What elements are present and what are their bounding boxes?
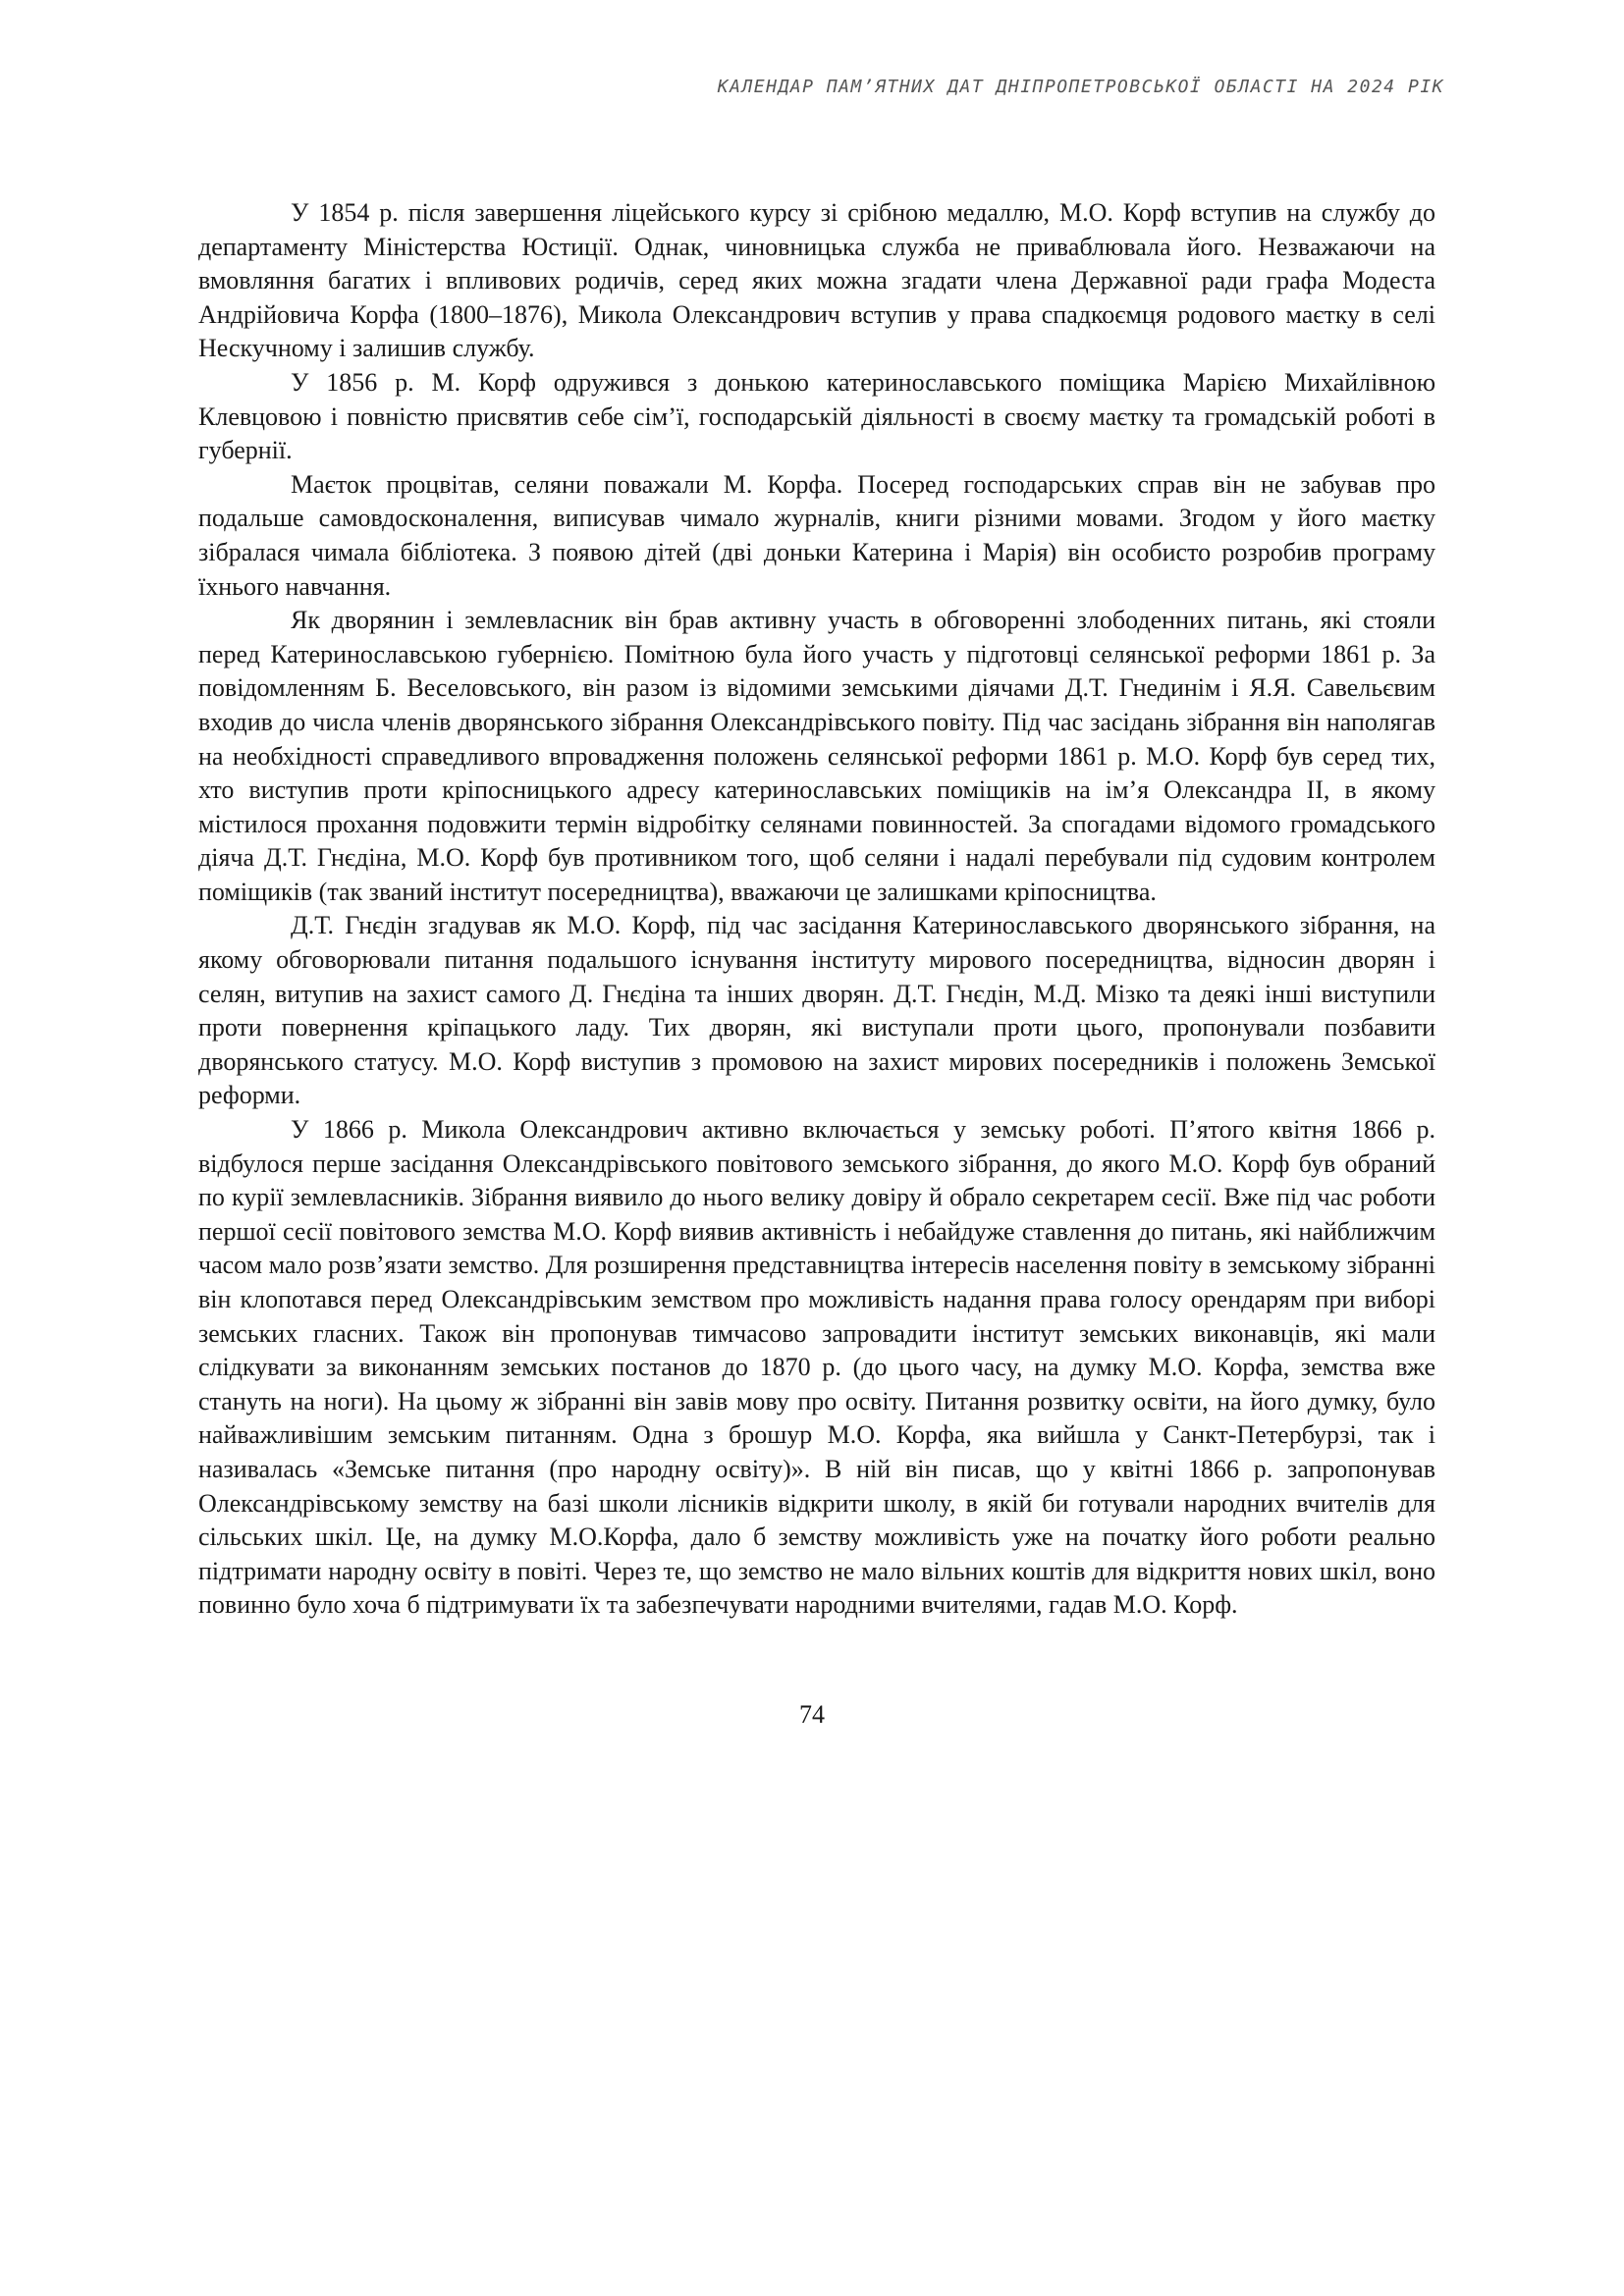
- paragraph-5: Д.Т. Гнєдін згадував як М.О. Корф, під час засідання Катеринославського дворянського зібрання, на якому обговорювали питання подальшого існування інституту мирового посередництва, відносин дворян і селян, витупив на захист самого Д. Гнєдіна та інших дворян. Д.Т. Гнєдін, М.Д. Мізко та деякі інші виступили проти повернення кріпацького ладу. Тих дворян, які виступали проти цього, пропонували позбавити дворянського статусу. М.О. Корф виступив з промовою на захист мирових посередників і положень Земської реформи.: [198, 911, 1435, 1110]
- page-number: 74: [799, 1700, 825, 1729]
- body-text: [198, 196, 1435, 1623]
- paragraph-3: Маєток процвітав, селяни поважали М. Корфа. Посеред господарських справ він не забував про подальше самовдосконалення, виписував чимало журналів, книги різними мовами. Згодом у його маєтку зібралася чимала бібліотека. З появою дітей (дві доньки Катерина і Марія) він особисто розробив програму їхнього навчання.: [198, 469, 1435, 601]
- running-header: КАЛЕНДАР ПАМ’ЯТНИХ ДАТ ДНІПРОПЕТРОВСЬКОЇ ОБЛАСТІ НА 2024 РІК: [717, 77, 1444, 97]
- paragraph-6: У 1866 р. Микола Олександрович активно включається у земську роботі. П’ятого квітня 1866 р. відбулося перше засідання Олександрівського повітового земського зібрання, до якого М.О. Корф був обраний по курії землевласників. Зібрання виявило до нього велику довіру й обрало секретарем сесії. Вже під час роботи першої сесії повітового земства М.О. Корф виявив активність і небайдуже ставлення до питань, які найближчим часом мало розв’язати земство. Для розширення представництва інтересів населення повіту в земському зібранні він клопотався перед Олександрівським земством про можливість надання права голосу орендарям при виборі земських гласних. Також він пропонував тимчасово запровадити інститут земських виконавців, які мали слідкувати за виконанням земських постанов до 1870 р. (до цього часу, на думку М.О. Корфа, земства вже стануть на ноги). На цьому ж зібранні він завів мову про освіту. Питання розвитку освіти, на його думку, було найважливішим земським питанням. Одна з брошур М.О. Корфа, яка вийшла у Санкт-Петербурзі, так і називалась «Земське питання (про народну освіту)». В ній він писав, що у квітні 1866 р. запропонував Олександрівському земству на базі школи лісників відкрити школу, в якій би готували народних вчителів для сільських шкіл. Це, на думку М.О.Корфа, дало б земству можливість уже на початку його роботи реально підтримати народну освіту в повіті. Через те, що земство не мало вільних коштів для відкриття нових шкіл, воно повинно було хоча б підтримувати їх та забезпечувати народними вчителями, гадав М.О. Корф.: [198, 1115, 1435, 1620]
- paragraph-2: У 1856 р. М. Корф одружився з донькою катеринославського поміщика Марією Михайлівною Клевцовою і повністю присвятив себе сім’ї, господарській діяльності в своєму маєтку та громадській роботі в губернії.: [198, 367, 1435, 465]
- paragraph-4: Як дворянин і землевласник він брав активну участь в обговоренні злободенних питань, які стояли перед Катеринославською губернією. Помітною була його участь у підготовці селянської реформи 1861 р. За повідомленням Б. Веселовського, він разом із відомими земськими діячами Д.Т. Гнединім і Я.Я. Савельєвим входив до числа членів дворянського зібрання Олександрівського повіту. Під час засідань зібрання він наполягав на необхідності справедливого впровадження положень селянської реформи 1861 р. М.О. Корф був серед тих, хто виступив проти кріпосницького адресу катеринославських поміщиків на ім’я Олександра II, в якому містилося прохання подовжити термін відробітку селянами повинностей. За спогадами відомого громадського діяча Д.Т. Гнєдіна, М.О. Корф був противником того, щоб селяни і надалі перебували під судовим контролем поміщиків (так званий інститут посередництва), вважаючи це залишками кріпосництва.: [198, 606, 1435, 906]
- paragraph-1: У 1854 р. після завершення ліцейського курсу зі срібною медаллю, М.О. Корф вступив на службу до департаменту Міністерства Юстиції. Однак, чиновницька служба не приваблювала його. Незважаючи на вмовляння багатих і впливових родичів, серед яких можна згадати члена Державної ради графа Модеста Андрійовича Корфа (1800–1876), Микола Олександрович вступив у права спадкоємця родового маєтку в селі Нескучному і залишив службу.: [198, 198, 1435, 363]
